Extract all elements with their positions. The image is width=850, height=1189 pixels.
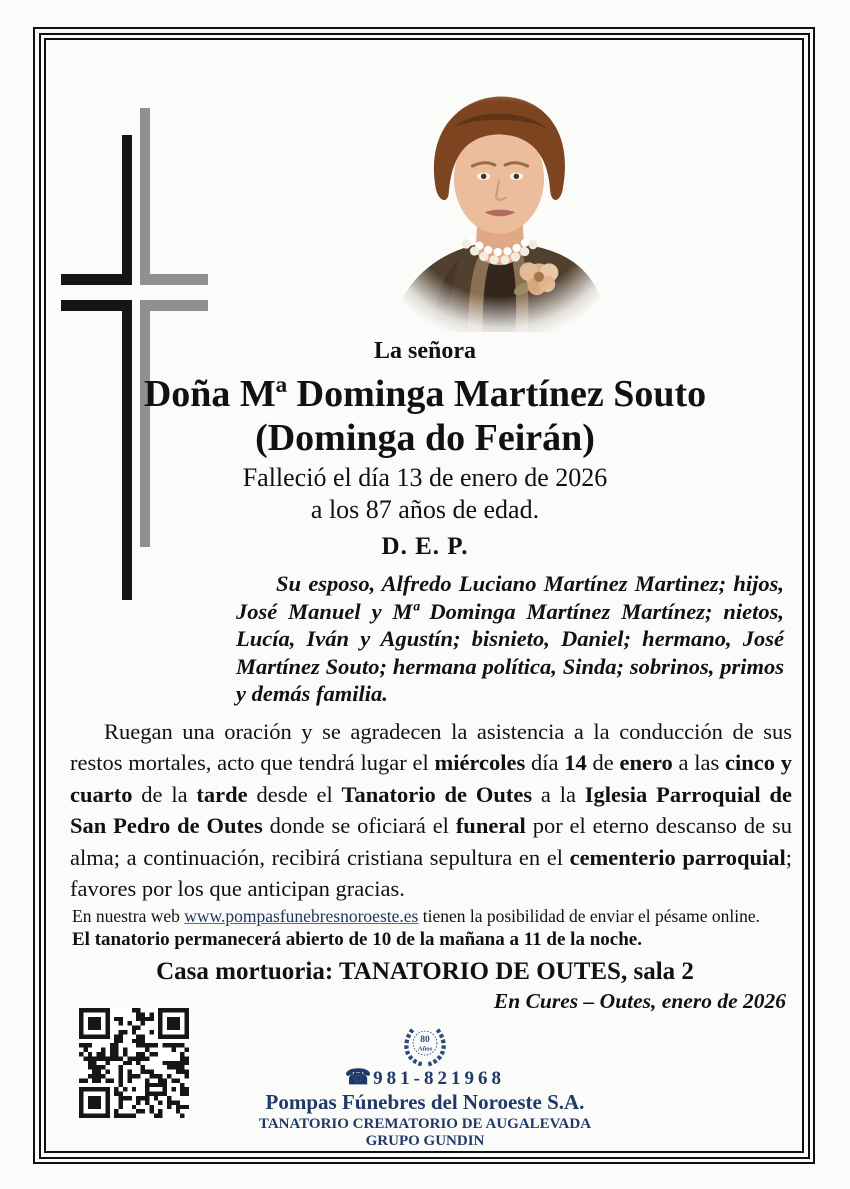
text-run: desde el — [247, 781, 342, 807]
badge-80: 80 — [420, 1034, 430, 1046]
text-run: miércoles — [434, 750, 526, 775]
age-line: a los 87 años de edad. — [310, 495, 540, 524]
cross-bar — [61, 274, 132, 285]
company-name: Pompas Fúnebres del Noroeste S.A. — [265, 1090, 585, 1114]
text-run: 14 — [564, 750, 587, 775]
text-run: cementerio parroquial — [569, 844, 786, 870]
rip-abbreviation: D. E. P. — [381, 533, 469, 560]
phone-number: 981-821968 — [373, 1068, 505, 1089]
text-run: Ruegan una oración y se agradecen la asistencia a la conducción de sus restos mortales, acto que tendrá lugar el — [70, 718, 792, 775]
anniversary-wreath-badge — [401, 1024, 449, 1066]
text-run: Tanatorio de Outes — [341, 781, 533, 807]
text-run: donde se oficiará el — [262, 813, 456, 838]
portrait-photo — [372, 76, 628, 332]
text-run: tienen la posibilidad de enviar el pésame online. — [418, 905, 760, 926]
website-link[interactable]: www.pompasfunebresnoroeste.es — [184, 905, 419, 926]
text-run: día — [525, 750, 565, 775]
honorific: La señora — [374, 338, 476, 364]
portrait-illustration — [372, 76, 628, 332]
cross-bar — [140, 108, 150, 285]
cross-bar — [140, 300, 208, 311]
cross-bar — [122, 135, 132, 285]
badge-anos: Años — [417, 1045, 433, 1053]
cross-bar — [140, 274, 208, 285]
family-paragraph: Su esposo, Alfredo Luciano Martínez Martinez; hijos, José Manuel y Mª Dominga Martínez Martínez; nietos, Lucía, Iván y Agustín; bisnieto, Daniel; hermano, José Martínez Souto; hermana política, Sinda; sobrinos, primos y demás familia. — [236, 571, 784, 706]
text-run: Iglesia Parroquial de San Pedro de Outes — [70, 781, 792, 838]
text-run: de — [586, 750, 620, 775]
text-run: tarde — [196, 781, 248, 807]
funeral-announcement — [70, 716, 792, 905]
obituary-text — [50, 338, 800, 1015]
text-run: cinco y cuarto — [70, 750, 792, 807]
text-run: por el eterno descanso de su alma; a continuación, recibirá cristiana sepultura en el — [70, 813, 792, 870]
tanatorio-hours-line: El tanatorio permanecerá abierto de 10 de la mañana a 11 de la noche. — [72, 928, 642, 950]
crematorium-line: TANATORIO CREMATORIO DE AUGALEVADA — [258, 1116, 592, 1132]
text-run: ; favores por los que anticipan gracias. — [70, 844, 792, 901]
website-line — [72, 905, 800, 927]
mortuary-house-line: Casa mortuoria: TANATORIO DE OUTES, sala 2 — [156, 957, 694, 985]
deceased-name: Doña Mª Dominga Martínez Souto — [143, 373, 707, 415]
text-run: a la — [532, 781, 585, 807]
text-run: enero — [619, 750, 673, 775]
deceased-nickname: (Dominga do Feirán) — [255, 417, 595, 459]
funeral-home-footer — [50, 1024, 800, 1150]
text-run: a las — [672, 750, 726, 775]
phone-line — [50, 1066, 800, 1090]
text-run: En nuestra web — [72, 905, 185, 926]
text-run: funeral — [455, 813, 526, 838]
place-date-line: En Cures – Outes, enero de 2026 — [493, 988, 786, 1013]
text-run: de la — [132, 781, 197, 807]
group-name: GRUPO GUNDIN — [365, 1133, 485, 1149]
phone-icon: ☎ — [345, 1065, 372, 1089]
death-date-line: Falleció el día 13 de enero de 2026 — [242, 463, 608, 492]
